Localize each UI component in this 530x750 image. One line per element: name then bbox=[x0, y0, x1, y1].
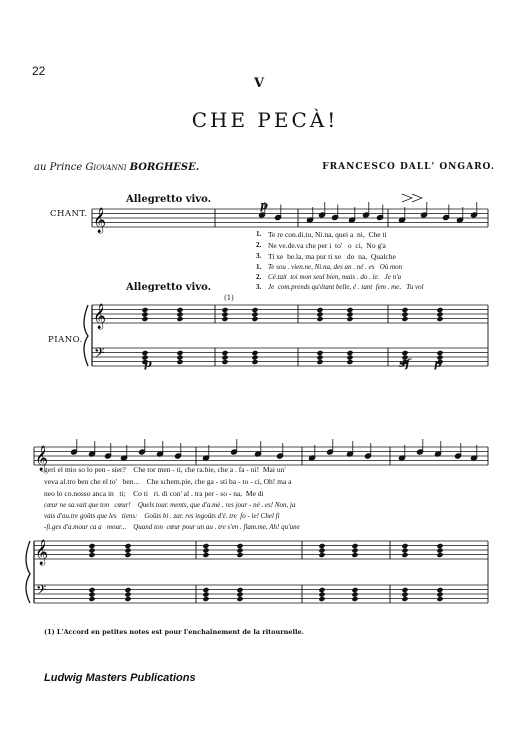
chord-note bbox=[316, 307, 323, 313]
chord-note bbox=[316, 359, 323, 365]
chord-note bbox=[202, 591, 209, 597]
chord-note bbox=[251, 316, 258, 322]
lyric-line: geri el mio so lo pen - sier? Che tor men - ti, che ra.bie, che a . fa - ni! Mai un' bbox=[44, 465, 286, 474]
verse-number: 3. bbox=[256, 252, 262, 260]
chord-note bbox=[202, 587, 209, 593]
dedication-prefix: au Prince bbox=[34, 162, 83, 173]
chord-note bbox=[124, 587, 131, 593]
chord-note bbox=[318, 543, 325, 549]
song-numeral: V bbox=[254, 76, 265, 91]
chord-note bbox=[124, 596, 131, 602]
chord-note bbox=[221, 350, 228, 356]
chord-note bbox=[318, 547, 325, 553]
chord-note bbox=[401, 316, 408, 322]
chord-note bbox=[251, 354, 258, 360]
chord-note bbox=[202, 596, 209, 602]
dynamic-marking: p bbox=[434, 357, 442, 370]
chord-note bbox=[88, 552, 95, 558]
chord-note bbox=[436, 350, 443, 356]
chord-note bbox=[124, 547, 131, 553]
chord-note bbox=[351, 587, 358, 593]
chord-note bbox=[221, 354, 228, 360]
chord-note bbox=[436, 316, 443, 322]
verse-number: 3. bbox=[256, 283, 262, 291]
chord-note bbox=[346, 316, 353, 322]
verse-number: 2. bbox=[256, 241, 262, 249]
chord-note bbox=[251, 359, 258, 365]
chord-note bbox=[351, 547, 358, 553]
chord-note bbox=[88, 596, 95, 602]
chord-note bbox=[176, 350, 183, 356]
chord-note bbox=[176, 316, 183, 322]
lyric-line: -fi.ges d'a.mour ca a mour... Quand ton cœur pour un au . tre s'en . flam.me, Ah! qu'une bbox=[44, 523, 300, 531]
treble-clef-icon: 𝄞 bbox=[35, 446, 49, 471]
verse-number: 1. bbox=[256, 263, 262, 271]
dedication-first-name: Giovanni bbox=[85, 162, 127, 173]
piano-brace bbox=[26, 541, 30, 603]
chord-note bbox=[316, 316, 323, 322]
chord-note bbox=[236, 543, 243, 549]
chord-note bbox=[401, 350, 408, 356]
piano-brace bbox=[84, 305, 88, 366]
chord-note bbox=[236, 591, 243, 597]
chord-note bbox=[221, 359, 228, 365]
verse-number: 2. bbox=[256, 273, 262, 281]
chord-note bbox=[436, 596, 443, 602]
lyric-line: Cé.tait toi mon seul bien, mais . do . le. Je n'a bbox=[268, 273, 402, 281]
lyric-line: Te re con.di.tu, Ni.na, quei a ni, Che ti bbox=[268, 230, 387, 239]
chord-note bbox=[401, 547, 408, 553]
chord-note bbox=[401, 543, 408, 549]
chord-note bbox=[236, 596, 243, 602]
chord-note bbox=[176, 359, 183, 365]
chord-note bbox=[202, 547, 209, 553]
chord-note bbox=[316, 354, 323, 360]
decrescendo-icon bbox=[412, 194, 422, 202]
footnote-marker: (1) bbox=[224, 294, 234, 302]
chord-note bbox=[141, 316, 148, 322]
chord-note bbox=[176, 307, 183, 313]
chord-note bbox=[318, 596, 325, 602]
song-title: CHE PECÀ! bbox=[191, 108, 339, 132]
chord-note bbox=[202, 552, 209, 558]
chord-note bbox=[221, 307, 228, 313]
lyric-line: vais d'au.tre goûts que les tiens: Goûts bi . zar. res ingoûts d'é. tre fo - le! Chel fi bbox=[44, 512, 280, 520]
chord-note bbox=[436, 547, 443, 553]
treble-clef-icon: 𝄞 bbox=[35, 540, 49, 565]
chord-note bbox=[346, 354, 353, 360]
chord-note bbox=[318, 587, 325, 593]
chord-note bbox=[251, 311, 258, 317]
chord-note bbox=[221, 316, 228, 322]
chord-note bbox=[88, 587, 95, 593]
chord-note bbox=[351, 552, 358, 558]
verse-number: 1. bbox=[256, 230, 262, 238]
chord-note bbox=[436, 591, 443, 597]
chord-note bbox=[401, 552, 408, 558]
instrument-voice-label: CHANT. bbox=[50, 209, 88, 219]
chord-note bbox=[236, 587, 243, 593]
tempo-piano: Allegretto vivo. bbox=[126, 282, 212, 293]
chord-note bbox=[88, 591, 95, 597]
chord-note bbox=[436, 307, 443, 313]
chord-note bbox=[401, 591, 408, 597]
author: FRANCESCO DALL' ONGARO. bbox=[322, 162, 495, 172]
chord-note bbox=[221, 311, 228, 317]
chord-note bbox=[141, 307, 148, 313]
lyric-line: Ti xe be.la, ma pur ti xe do na, Qualche bbox=[268, 252, 396, 261]
chord-note bbox=[351, 596, 358, 602]
chord-note bbox=[124, 591, 131, 597]
chord-note bbox=[236, 547, 243, 553]
chord-note bbox=[124, 543, 131, 549]
bass-clef-icon: 𝄢 bbox=[94, 345, 105, 364]
chord-note bbox=[351, 591, 358, 597]
chord-note bbox=[88, 543, 95, 549]
lyric-line: Je com.prends qu'étant belle, é . tant fem . me, Tu vol bbox=[268, 283, 424, 291]
chord-note bbox=[88, 547, 95, 553]
lyric-line: neo lo co.nosso anca in ti; Co ti ri. di con' al . tra per - so - na, Me di bbox=[44, 489, 264, 498]
chord-note bbox=[316, 311, 323, 317]
lyric-line: Te sou . vien.ne, Ni.na, des an . né . es Où mon bbox=[268, 263, 403, 271]
chord-note bbox=[202, 543, 209, 549]
chord-note bbox=[236, 552, 243, 558]
chord-note bbox=[436, 311, 443, 317]
instrument-piano-label: PIANO. bbox=[48, 335, 83, 345]
chord-note bbox=[141, 311, 148, 317]
chord-note bbox=[401, 307, 408, 313]
chord-note bbox=[401, 596, 408, 602]
chord-note bbox=[141, 350, 148, 356]
chord-note bbox=[351, 543, 358, 549]
lyric-line: cœur ne sa.vait que ton cœur! Quels tour. ments, que d'a.mè . res jour - né . es! Non, ja bbox=[44, 501, 296, 509]
treble-clef-icon: 𝄞 bbox=[93, 208, 107, 233]
dynamic-marking: p bbox=[144, 357, 152, 370]
footnote: (1) L'Accord en petites notes est pour l'enchaînement de la ritournelle. bbox=[44, 628, 304, 636]
chord-note bbox=[346, 307, 353, 313]
chord-note bbox=[318, 591, 325, 597]
chord-note bbox=[124, 552, 131, 558]
chord-note bbox=[251, 350, 258, 356]
dynamic-marking: p bbox=[260, 199, 268, 212]
tempo-voice: Allegretto vivo. bbox=[126, 194, 212, 205]
dedication-last-name: BORGHESE. bbox=[129, 162, 200, 173]
chord-note bbox=[318, 552, 325, 558]
chord-note bbox=[436, 543, 443, 549]
publisher: Ludwig Masters Publications bbox=[44, 672, 196, 684]
chord-note bbox=[176, 311, 183, 317]
chord-note bbox=[251, 307, 258, 313]
chord-note bbox=[346, 350, 353, 356]
crescendo-icon bbox=[402, 194, 412, 202]
chord-note bbox=[176, 354, 183, 360]
chord-note bbox=[346, 359, 353, 365]
chord-note bbox=[401, 587, 408, 593]
lyric-line: Ne ve.de.va che per i to' o ci, No g'a bbox=[268, 241, 386, 250]
chord-note bbox=[316, 350, 323, 356]
lyric-line: veva al.tro ben che el to' ben... Che schem.pie, che ga - sti ba - to - ci, Oh! ma a bbox=[44, 477, 292, 486]
dynamic-marking: sf bbox=[399, 357, 410, 370]
chord-note bbox=[346, 311, 353, 317]
bass-clef-icon: 𝄢 bbox=[36, 582, 47, 601]
chord-note bbox=[436, 587, 443, 593]
chord-note bbox=[401, 311, 408, 317]
chord-note bbox=[436, 552, 443, 558]
treble-clef-icon: 𝄞 bbox=[93, 304, 107, 329]
page-number: 22 bbox=[32, 64, 46, 78]
